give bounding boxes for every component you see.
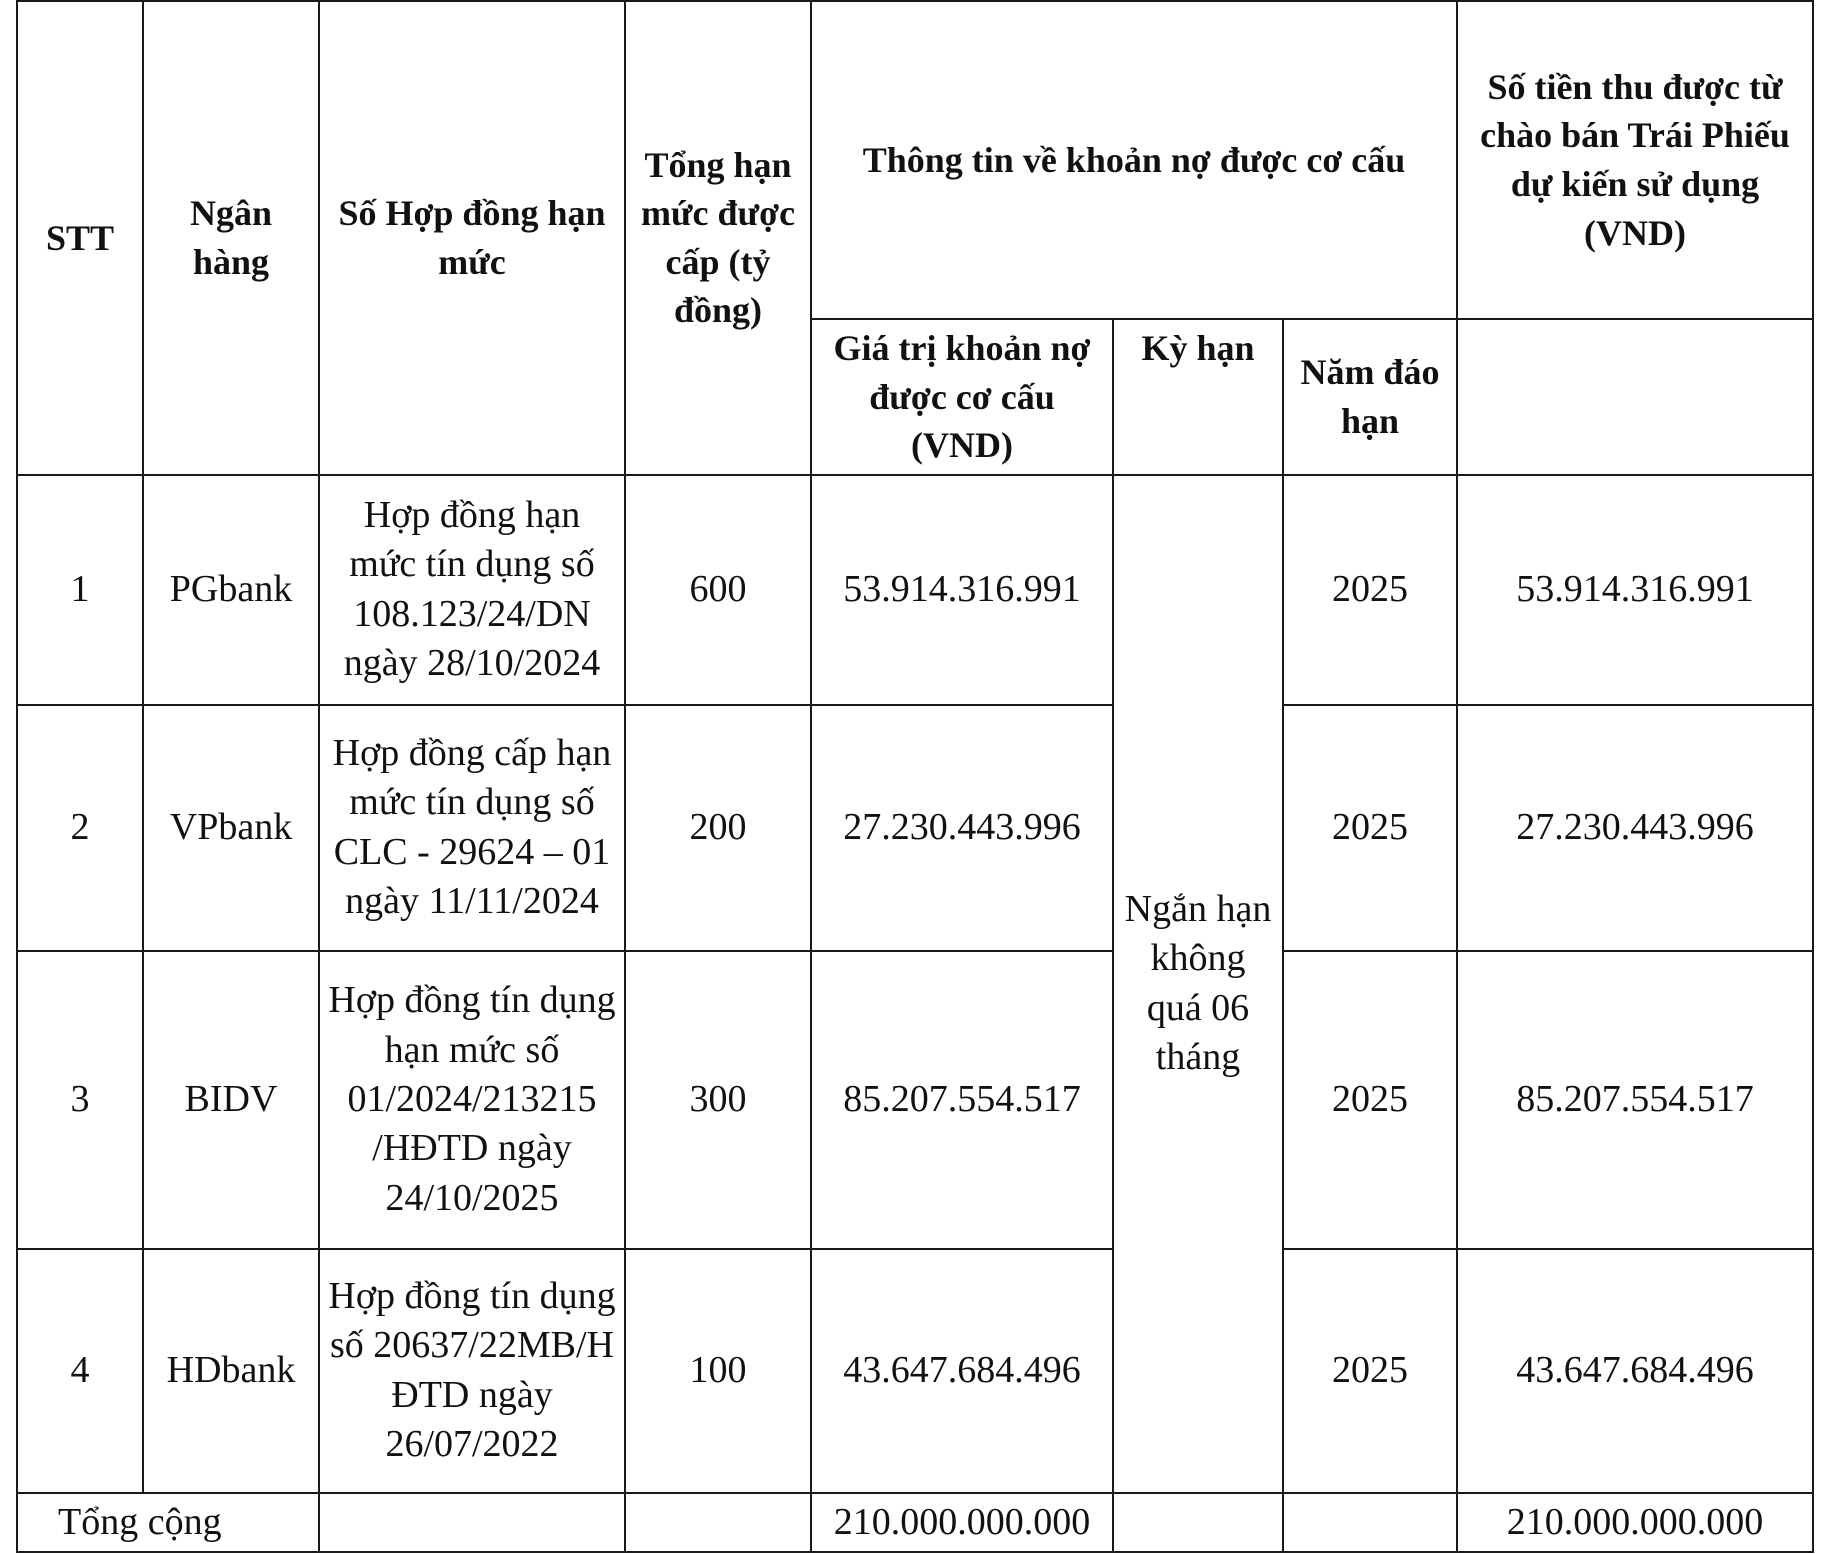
row-proceeds: 53.914.316.991 (1457, 475, 1813, 705)
header-proceeds: Số tiền thu được từ chào bán Trái Phiếu dự kiến sử dụng (VND) (1457, 1, 1813, 319)
header-stt: STT (17, 1, 143, 475)
header-debt-info: Thông tin về khoản nợ được cơ cấu (811, 1, 1457, 319)
row-limit: 100 (625, 1249, 811, 1493)
row-bank: VPbank (143, 705, 319, 951)
row-stt: 2 (17, 705, 143, 951)
header-maturity-year: Năm đáo hạn (1283, 319, 1457, 475)
row-contract: Hợp đồng tín dụng số 20637/22MB/H ĐTD ngày 26/07/2022 (319, 1249, 625, 1493)
row-limit: 300 (625, 951, 811, 1249)
row-maturity-year: 2025 (1283, 1249, 1457, 1493)
row-maturity-year: 2025 (1283, 951, 1457, 1249)
row-bank: HDbank (143, 1249, 319, 1493)
row-bank: PGbank (143, 475, 319, 705)
header-bank: Ngân hàng (143, 1, 319, 475)
row-contract: Hợp đồng tín dụng hạn mức số 01/2024/213215 /HĐTD ngày 24/10/2025 (319, 951, 625, 1249)
row-stt: 1 (17, 475, 143, 705)
table-row (17, 1249, 1813, 1493)
document-page (16, 0, 1812, 1546)
total-limit-blank (625, 1493, 811, 1552)
row-maturity-year: 2025 (1283, 705, 1457, 951)
header-debt-value: Giá trị khoản nợ được cơ cấu (VND) (811, 319, 1113, 475)
row-limit: 200 (625, 705, 811, 951)
row-bank: BIDV (143, 951, 319, 1249)
term-merged-cell: Ngắn hạn không quá 06 tháng (1113, 475, 1283, 1493)
header-row-1 (17, 1, 1813, 319)
row-debt-value: 85.207.554.517 (811, 951, 1113, 1249)
total-term-blank (1113, 1493, 1283, 1552)
header-limit: Tổng hạn mức được cấp (tỷ đồng) (625, 1, 811, 475)
total-contract-blank (319, 1493, 625, 1552)
total-debt-value: 210.000.000.000 (811, 1493, 1113, 1552)
table-row (17, 951, 1813, 1249)
debt-restructuring-table (16, 0, 1814, 1553)
header-proceeds-blank (1457, 319, 1813, 475)
table-row (17, 705, 1813, 951)
total-label: Tổng cộng (17, 1493, 319, 1552)
header-contract: Số Hợp đồng hạn mức (319, 1, 625, 475)
row-debt-value: 43.647.684.496 (811, 1249, 1113, 1493)
table-row (17, 475, 1813, 705)
row-debt-value: 27.230.443.996 (811, 705, 1113, 951)
row-proceeds: 85.207.554.517 (1457, 951, 1813, 1249)
row-contract: Hợp đồng hạn mức tín dụng số 108.123/24/DN ngày 28/10/2024 (319, 475, 625, 705)
total-year-blank (1283, 1493, 1457, 1552)
row-maturity-year: 2025 (1283, 475, 1457, 705)
total-proceeds: 210.000.000.000 (1457, 1493, 1813, 1552)
header-term: Kỳ hạn (1113, 319, 1283, 475)
row-proceeds: 43.647.684.496 (1457, 1249, 1813, 1493)
total-row (17, 1493, 1813, 1552)
row-limit: 600 (625, 475, 811, 705)
row-contract: Hợp đồng cấp hạn mức tín dụng số CLC - 29624 – 01 ngày 11/11/2024 (319, 705, 625, 951)
row-debt-value: 53.914.316.991 (811, 475, 1113, 705)
row-proceeds: 27.230.443.996 (1457, 705, 1813, 951)
row-stt: 4 (17, 1249, 143, 1493)
row-stt: 3 (17, 951, 143, 1249)
